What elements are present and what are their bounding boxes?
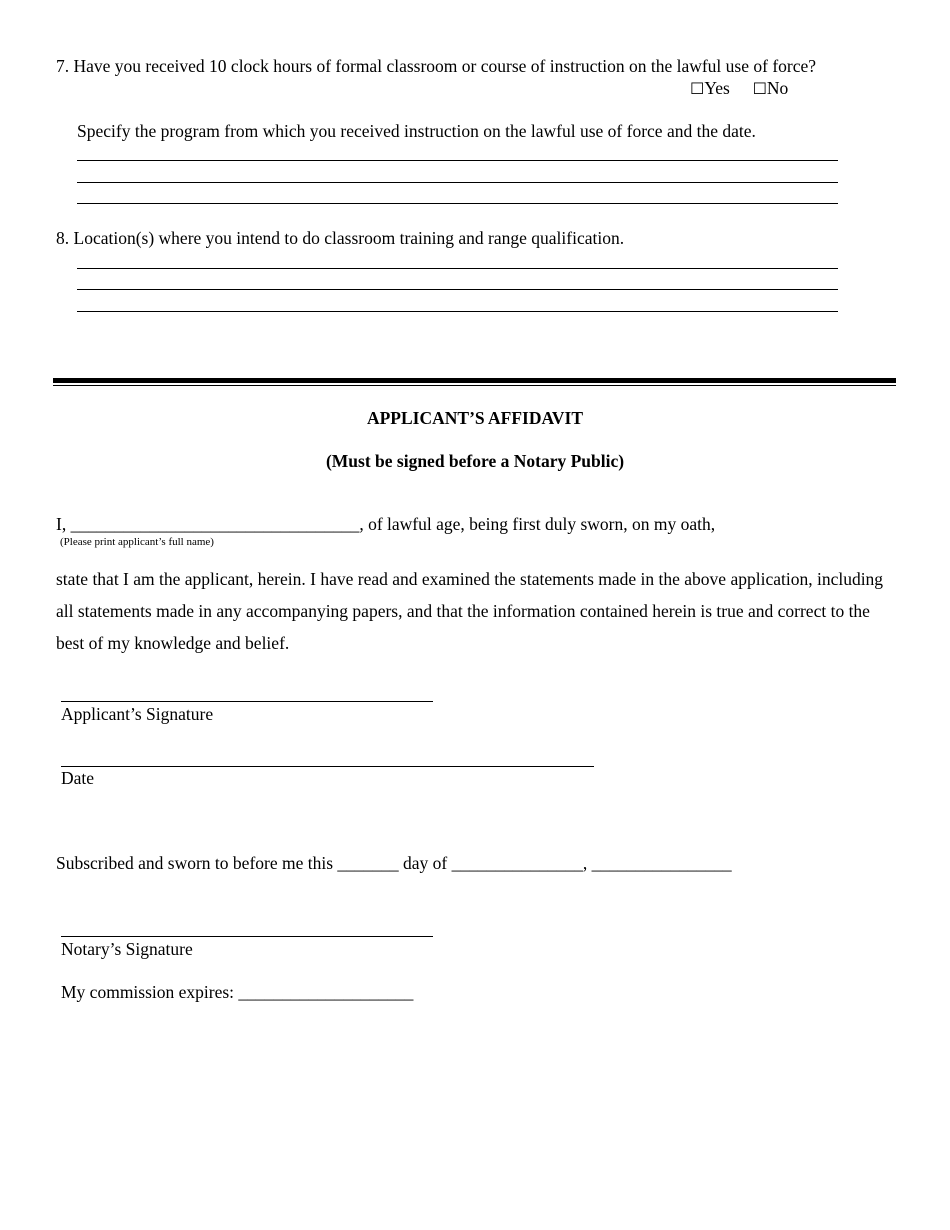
notary-signature-line[interactable] bbox=[61, 936, 433, 937]
answer-line-7-3[interactable] bbox=[77, 203, 838, 204]
yes-option[interactable] bbox=[690, 78, 730, 99]
answer-line-7-2[interactable] bbox=[77, 182, 838, 183]
no-label: No bbox=[766, 78, 789, 98]
date-label: Date bbox=[61, 768, 95, 788]
question-7-specify-text: Specify the program from which you received instruction on the lawful use of force and the date. bbox=[77, 121, 756, 141]
question-8-text: 8. Location(s) where you intend to do classroom training and range qualification. bbox=[56, 228, 625, 248]
question-7-text: 7. Have you received 10 clock hours of formal classroom or course of instruction on the lawful use of force? bbox=[56, 56, 817, 76]
yes-checkbox-icon[interactable]: ☐ bbox=[690, 79, 705, 98]
answer-line-7-1[interactable] bbox=[77, 160, 838, 161]
no-option[interactable] bbox=[753, 78, 789, 99]
yes-label: Yes bbox=[704, 78, 730, 98]
section-divider-thick bbox=[53, 378, 896, 383]
applicant-signature-line[interactable] bbox=[61, 701, 433, 702]
name-field-hint: (Please print applicant’s full name) bbox=[60, 536, 214, 548]
answer-line-8-3[interactable] bbox=[77, 311, 838, 312]
answer-line-8-2[interactable] bbox=[77, 289, 838, 290]
question-7-options bbox=[690, 78, 788, 99]
affidavit-title: APPLICANT’S AFFIDAVIT bbox=[366, 408, 584, 428]
sworn-statement[interactable]: Subscribed and sworn to before me this _______ day of _______________, ________________ bbox=[56, 853, 732, 873]
no-checkbox-icon[interactable]: ☐ bbox=[752, 79, 767, 98]
affidavit-name-line[interactable]: I, _________________________________, of lawful age, being first duly sworn, on my oath, bbox=[56, 514, 716, 534]
affidavit-subtitle: (Must be signed before a Notary Public) bbox=[325, 451, 625, 471]
date-line[interactable] bbox=[61, 766, 594, 767]
notary-signature-label: Notary’s Signature bbox=[61, 939, 193, 959]
affidavit-body: state that I am the applicant, herein. I have read and examined the statements made in the above application, including all statements made in any accompanying papers, and that the information contained herein is true and correct to the best of my knowledge and belief. bbox=[56, 569, 884, 653]
commission-expires[interactable]: My commission expires: ____________________ bbox=[61, 982, 414, 1002]
applicant-signature-label: Applicant’s Signature bbox=[61, 704, 214, 724]
answer-line-8-1[interactable] bbox=[77, 268, 838, 269]
section-divider-thin bbox=[53, 385, 896, 386]
